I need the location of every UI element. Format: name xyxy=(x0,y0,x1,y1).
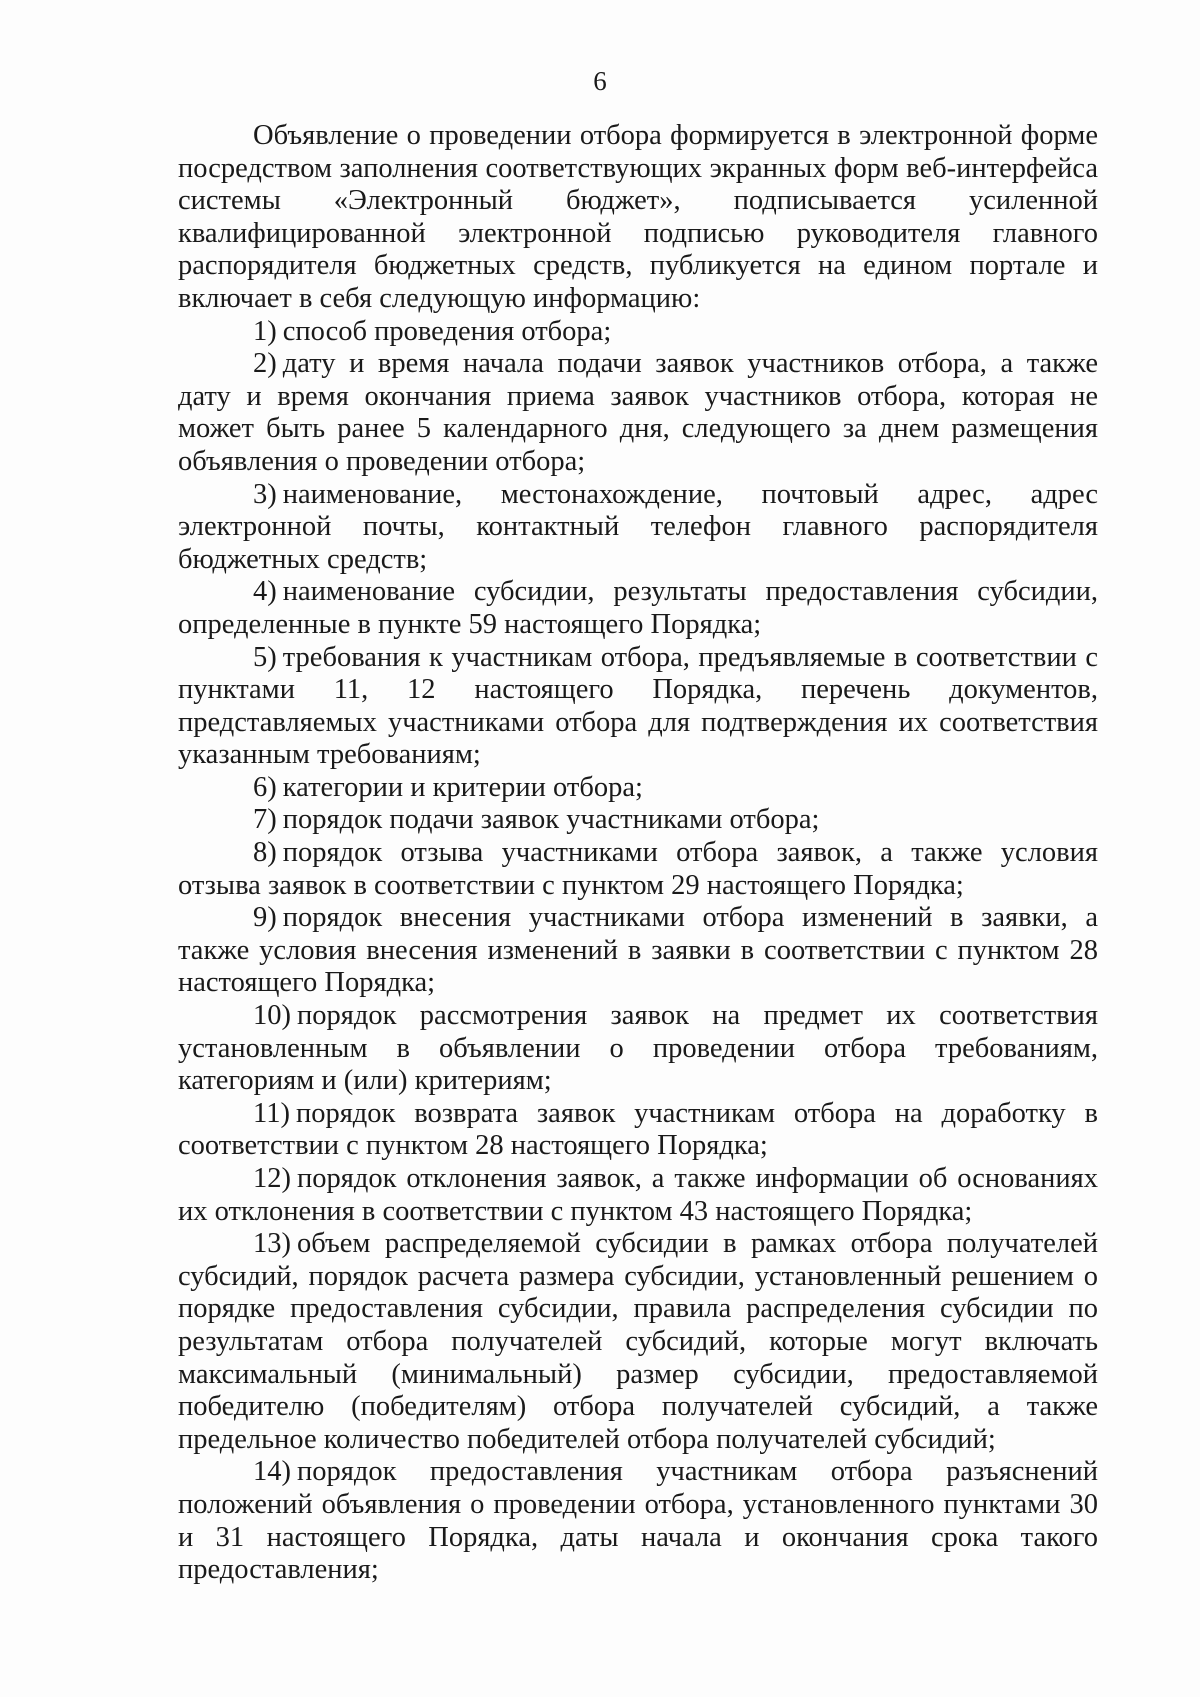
item-number: 4) xyxy=(253,576,277,608)
item-text: порядок внесения участниками отбора изменений в заявки, а также условия внесения изменений в заявки в соответствии с пунктом 28 настоящего Порядка; xyxy=(178,902,1098,999)
item-text: наименование субсидии, результаты предоставления субсидии, определенные в пункте 59 настоящего Порядка; xyxy=(178,576,1098,640)
list-item xyxy=(178,642,1098,772)
list-item xyxy=(178,804,1098,837)
item-number: 8) xyxy=(253,837,277,869)
list-item xyxy=(178,316,1098,349)
item-text: объем распределяемой субсидии в рамках отбора получателей субсидий, порядок расчета размера субсидии, установленный решением о порядке предоставления субсидии, правила распределения субсидии по результатам отбора получателей субсидий, которые могут включать максимальный (минимальный) размер субсидии, предоставляемой победителю (победителям) отбора получателей субсидий, а также предельное количество победителей отбора получателей субсидий; xyxy=(178,1228,1098,1455)
item-number: 9) xyxy=(253,902,277,934)
item-text: способ проведения отбора; xyxy=(282,315,612,347)
item-text: требования к участникам отбора, предъявляемые в соответствии с пунктами 11, 12 настоящего Порядка, перечень документов, представляемых участниками отбора для подтверждения их соответствия указанным требованиям; xyxy=(178,641,1098,771)
item-text: наименование, местонахождение, почтовый адрес, адрес электронной почты, контактный телефон главного распорядителя бюджетных средств; xyxy=(178,478,1098,575)
item-text: порядок отзыва участниками отбора заявок, а также условия отзыва заявок в соответствии с пунктом 29 настоящего Порядка; xyxy=(178,837,1098,901)
item-number: 12) xyxy=(253,1163,291,1194)
list-item xyxy=(178,479,1098,577)
list-item xyxy=(178,348,1098,478)
list-item xyxy=(178,1456,1098,1586)
item-number: 11) xyxy=(253,1097,290,1129)
item-text: порядок предоставления участникам отбора разъяснений положений объявления о проведении отбора, установленного пунктами 30 и 31 настоящего Порядка, даты начала и окончания срока такого предоставления; xyxy=(178,1456,1098,1586)
list-item xyxy=(178,1163,1098,1228)
list-item xyxy=(178,1000,1098,1098)
item-text: порядок подачи заявок участниками отбора; xyxy=(282,804,820,836)
item-text: порядок возврата заявок участникам отбора на доработку в соответствии с пунктом 28 настоящего Порядка; xyxy=(178,1097,1098,1162)
item-number: 1) xyxy=(253,315,277,347)
item-text: порядок отклонения заявок, а также информации об основаниях их отклонения в соответствии с пунктом 43 настоящего Порядка; xyxy=(178,1163,1098,1227)
list-item xyxy=(178,1228,1098,1456)
item-number: 3) xyxy=(253,478,277,510)
item-number: 5) xyxy=(253,641,277,673)
item-text: порядок рассмотрения заявок на предмет их соответствия установленным в объявлении о проведении отбора требованиям, категориям и (или) критериям; xyxy=(178,1000,1098,1097)
list-item xyxy=(178,902,1098,1000)
list-item xyxy=(178,772,1098,805)
item-text: дату и время начала подачи заявок участников отбора, а также дату и время окончания приема заявок участников отбора, которая не может быть ранее 5 календарного дня, следующего за днем размещения объявления о проведении отбора; xyxy=(178,348,1098,477)
item-number: 10) xyxy=(253,1000,291,1032)
item-number: 2) xyxy=(253,348,277,380)
intro-paragraph: Объявление о проведении отбора формируется в электронной форме посредством заполнения соответствующих экранных форм веб-интерфейса системы «Электронный бюджет», подписывается усиленной квалифицированной электронной подписью руководителя главного распорядителя бюджетных средств, публикуется на едином портале и включает в себя следующую информацию: xyxy=(178,120,1098,314)
item-number: 13) xyxy=(253,1228,291,1260)
item-text: категории и критерии отбора; xyxy=(282,771,643,803)
item-number: 14) xyxy=(253,1456,291,1488)
list-item xyxy=(178,576,1098,641)
list-item xyxy=(178,1098,1098,1163)
item-number: 7) xyxy=(253,804,277,836)
list-item xyxy=(178,837,1098,902)
document-body xyxy=(178,120,1098,1587)
page-number: 6 xyxy=(593,66,607,96)
item-number: 6) xyxy=(253,771,277,803)
